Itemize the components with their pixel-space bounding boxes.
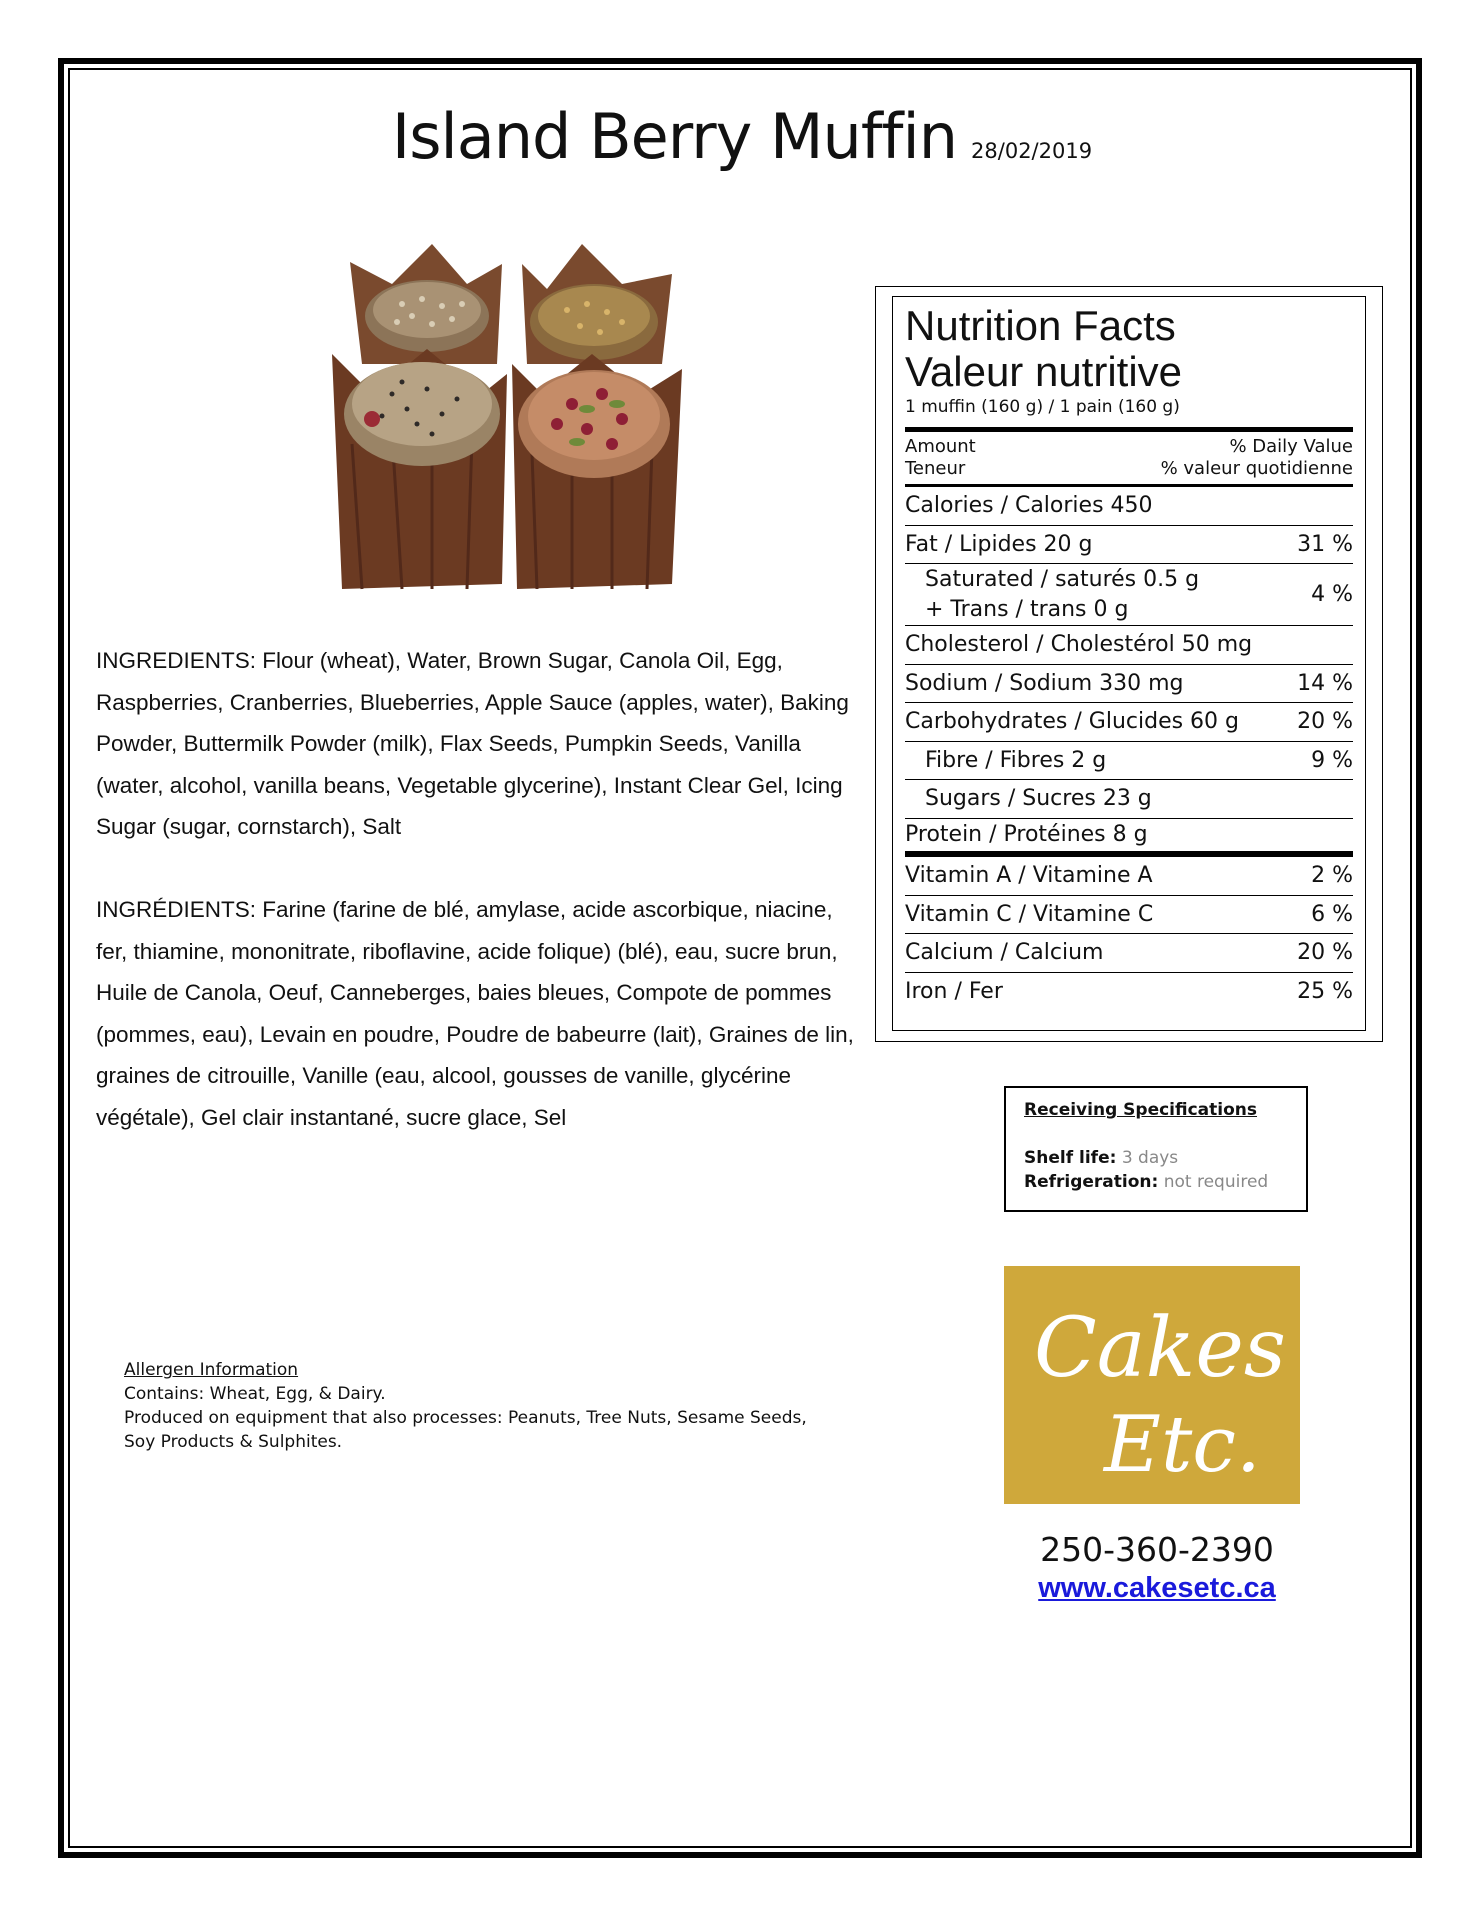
title-block [0, 100, 1484, 173]
calories-row [905, 487, 1353, 526]
trans-label: + Trans / trans 0 g [925, 596, 1129, 622]
dv-label-en: % Daily Value [1229, 436, 1353, 457]
receiving-heading: Receiving Specifications [1024, 1100, 1258, 1120]
iron-label: Iron / Fer [905, 979, 1003, 1005]
fat-row [905, 526, 1353, 565]
allergen-heading: Allergen Information [124, 1360, 299, 1380]
shelf-life-value: 3 days [1121, 1148, 1179, 1168]
carbohydrates-dv: 20 % [1297, 709, 1353, 735]
ingredients-french: INGRÉDIENTS: Farine (farine de blé, amylase, acide ascorbique, niacine, fer, thiamine, mononitrate, riboflavine, acide folique) (blé), eau, sucre brun, Huile de Canola, Oeuf, Canneberges, baies bleues, Compote de pommes (pommes, eau), Levain en poudre, Poudre de babeurre (lait), Graines de lin, graines de citrouille, Vanille (eau, alcool, gousses de vanille, glycérine végétale), Gel clair instantané, sucre glace, Sel [96, 897, 854, 1130]
vitamin-c-row [905, 896, 1353, 935]
nutrition-facts-table [892, 296, 1366, 1031]
carbohydrates-row [905, 703, 1353, 742]
allergen-contains: Contains: Wheat, Egg, & Dairy. [124, 1384, 386, 1404]
sodium-label: Sodium / Sodium 330 mg [905, 670, 1184, 696]
vitamin-a-label: Vitamin A / Vitamine A [905, 863, 1153, 889]
allergen-info [124, 1358, 904, 1454]
fibre-label: Fibre / Fibres 2 g [925, 747, 1107, 773]
saturated-label: Saturated / saturés 0.5 g [925, 566, 1200, 592]
fibre-row [905, 742, 1353, 781]
allergen-equipment-1: Produced on equipment that also processes: Peanuts, Tree Nuts, Sesame Seeds, [124, 1408, 807, 1428]
refrigeration-line [1024, 1170, 1288, 1194]
saturated-trans-row [905, 564, 1353, 626]
cholesterol-row [905, 626, 1353, 665]
sugars-label: Sugars / Sucres 23 g [925, 786, 1152, 812]
ingredients-block [96, 640, 856, 1180]
shelf-life-label: Shelf life: [1024, 1148, 1117, 1168]
nutrition-title-en: Nutrition Facts [905, 302, 1176, 349]
serving-size: 1 muffin (160 g) / 1 pain (160 g) [905, 395, 1353, 432]
cholesterol-label: Cholesterol / Cholestérol 50 mg [905, 632, 1253, 658]
muffin-photo [332, 244, 684, 594]
product-date: 28/02/2019 [971, 139, 1093, 163]
receiving-specifications [1004, 1086, 1308, 1212]
sodium-dv: 14 % [1297, 670, 1353, 696]
protein-label: Protein / Protéines 8 g [905, 822, 1148, 848]
cakes-etc-logo [1004, 1266, 1300, 1504]
logo-line-cakes: Cakes [1034, 1301, 1286, 1396]
sugars-row [905, 780, 1353, 819]
logo-line-etc: Etc. [1104, 1400, 1261, 1490]
vitamin-a-row [905, 857, 1353, 896]
dv-label-fr: % valeur quotidienne [1160, 458, 1353, 479]
website-link[interactable]: www.cakesetc.ca [1038, 1572, 1276, 1604]
sodium-row [905, 665, 1353, 704]
calories-label: Calories / Calories 450 [905, 493, 1153, 519]
allergen-equipment-2: Soy Products & Sulphites. [124, 1432, 343, 1452]
phone-number: 250-360-2390 [1040, 1530, 1274, 1569]
iron-dv: 25 % [1297, 979, 1353, 1005]
product-title: Island Berry Muffin [391, 100, 958, 173]
nutrition-header-row [905, 432, 1353, 487]
nutrition-title-fr: Valeur nutritive [905, 348, 1183, 395]
carbohydrates-label: Carbohydrates / Glucides 60 g [905, 709, 1240, 735]
shelf-life-line [1024, 1146, 1288, 1170]
fibre-dv: 9 % [1311, 747, 1353, 773]
protein-row [905, 819, 1353, 858]
refrigeration-value: not required [1163, 1172, 1269, 1192]
saturated-trans-dv: 4 % [1311, 582, 1353, 607]
refrigeration-label: Refrigeration: [1024, 1172, 1159, 1192]
fat-dv: 31 % [1297, 531, 1353, 557]
iron-row [905, 973, 1353, 1012]
vitamin-c-dv: 6 % [1311, 901, 1353, 927]
calcium-dv: 20 % [1297, 940, 1353, 966]
fat-label: Fat / Lipides 20 g [905, 531, 1093, 557]
ingredients-english: INGREDIENTS: Flour (wheat), Water, Brown Sugar, Canola Oil, Egg, Raspberries, Cranberries, Blueberries, Apple Sauce (apples, water), Baking Powder, Buttermilk Powder (milk), Flax Seeds, Pumpkin Seeds, Vanilla (water, alcohol, vanilla beans, Vegetable glycerine), Instant Clear Gel, Icing Sugar (sugar, cornstarch), Salt [96, 648, 849, 839]
amount-label-en: Amount [905, 436, 976, 457]
amount-label-fr: Teneur [905, 458, 966, 479]
calcium-label: Calcium / Calcium [905, 940, 1104, 966]
vitamin-a-dv: 2 % [1311, 863, 1353, 889]
vitamin-c-label: Vitamin C / Vitamine C [905, 901, 1154, 927]
calcium-row [905, 934, 1353, 973]
